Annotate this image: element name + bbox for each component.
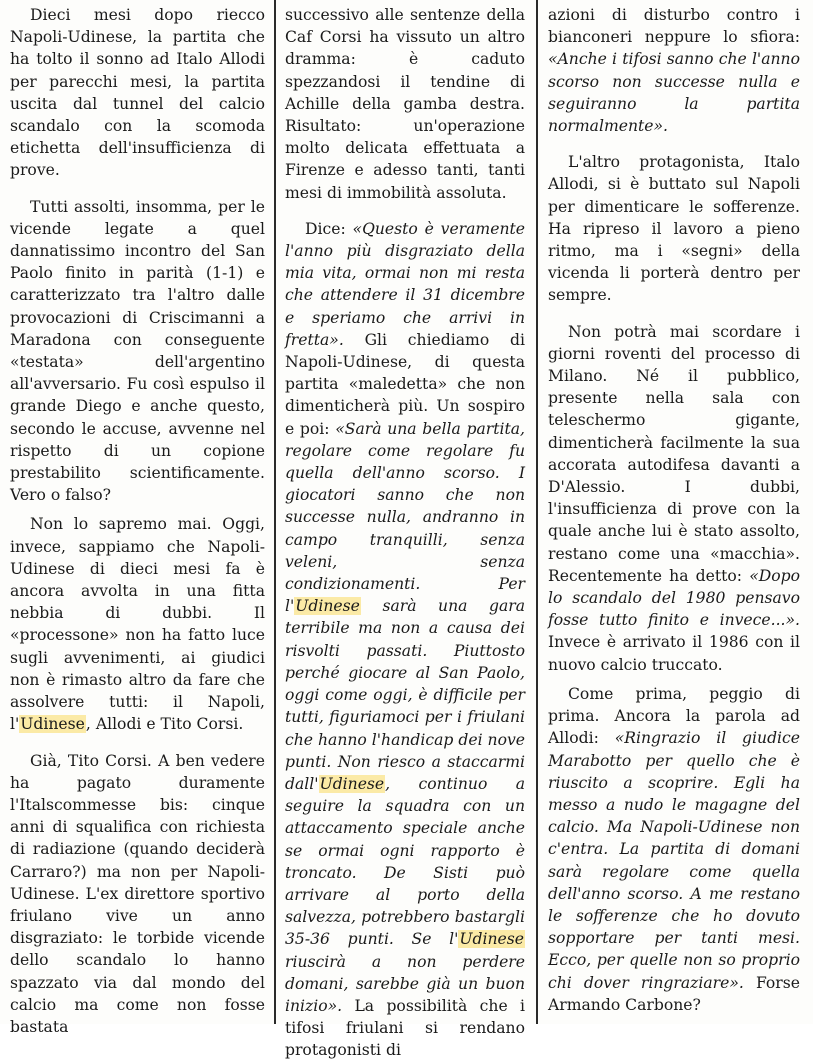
article-column-1 [10, 4, 265, 1036]
highlighted-term [458, 930, 525, 948]
quote-text: «Ringrazio il giudice Marabotto per quello che è riuscito a scoprire. Egli ha messo a nudo le magagne del calcio. Ma Napoli-Udinese non c'entra. La partita di domani sarà regolare come quella dell'anno scorso. A me restano le sofferenze che ho dovuto sopportare per tanti mesi. Ecco, per quelle non so proprio chi dover ringraziare». [548, 729, 800, 992]
italic-text: Udinese [459, 930, 524, 949]
quote-text: «Anche i tifosi sanno che l'anno scorso non successe nulla e seguiranno la partita normalmente». [548, 50, 800, 136]
italic-text: Udinese [319, 774, 385, 793]
highlighted-term [319, 775, 386, 793]
text-segment: Non lo sapremo mai. Oggi, invece, sappiamo che Napoli-Udinese di dieci mesi fa è ancora avvolta in una fitta nebbia di dubbi. Il «processone» non ha fatto luce sugli avvenimenti, ai giudici non è rimasto altro da fare che assolvere tutti: il Napoli, l' [10, 515, 265, 734]
paragraph [10, 4, 265, 182]
text-segment: Invece è arrivato il 1986 con il nuovo calcio truccato. [548, 633, 800, 674]
quote-text: «Questo è veramente l'anno più disgraziato della mia vita, ormai non mi resta che attendere il 31 dicembre e speriamo che arrivi in fretta». [285, 219, 525, 349]
highlighted-term: Udinese [20, 715, 85, 734]
paragraph [10, 750, 265, 1039]
text-segment: Come prima, peggio di prima. Ancora la parola ad Allodi: [548, 684, 800, 748]
quote-text: «Sarà una bella partita, regolare come regolare fu quella dell'anno scorso. I giocatori sanno che non successe nulla, andranno in campo tranquilli, senza veleni, senza condizionamenti. Per l' [285, 419, 525, 616]
article-column-3 [548, 4, 800, 1028]
paragraph [285, 4, 525, 204]
quote-text: , continuo a seguire la squadra con un attaccamento speciale anche se ormai ogni rapporto è troncato. De Sisti può arrivare al porto della salvezza, potrebbero bastargli 35-36 punti. Se l' [285, 774, 525, 949]
text-segment: Non potrà mai scordare i giorni roventi del processo di Milano. Né il pubblico, presente nella sala con teleschermo gigante, dimenticherà facilmente la sua accorata autodifesa davanti a D'Alessio. I dubbi, l'insufficienza di prove con la quale anche lui è stato assolto, restano come una «macchia». Recentemente ha detto: [548, 322, 800, 585]
quote-text: riuscirà a non perdere domani, sarebbe già un buon inizio». [285, 952, 525, 1015]
article-column-2 [285, 4, 525, 1060]
text-segment: azioni di disturbo contro i bianconeri neppure lo sfiora: [548, 6, 800, 47]
paragraph [548, 4, 800, 137]
text-segment: Dice: [305, 219, 353, 238]
text-segment: La possibilità che i tifosi friulani si rendano protagonisti di [285, 996, 525, 1060]
column-rule [536, 0, 538, 1024]
text-segment: Forse Armando Carbone? [548, 973, 800, 1014]
paragraph [10, 513, 265, 735]
paragraph [285, 218, 525, 1062]
text-segment: Dieci mesi dopo riecco Napoli-Udinese, la partita che ha tolto il sonno ad Italo Allodi per parecchi mesi, la partita uscita dal tunnel del calcio scandalo con la scomoda etichetta dell'insufficienza di prove. [10, 6, 265, 180]
quote-text: «Dopo lo scandalo del 1980 pensavo fosse tutto finito e invece...». [548, 566, 800, 630]
text-segment: successivo alle sentenze della Caf Corsi ha vissuto un altro dramma: è caduto spezzandosi il tendine di Achille della gamba destra. Risultato: un'operazione molto delicata effettuata a Firenze e adesso tanti, tanti mesi di immobilità assoluta. [285, 6, 525, 202]
paragraph [10, 196, 265, 507]
paragraph [548, 321, 800, 676]
text-segment: L'altro protagonista, Italo Allodi, si è buttato sul Napoli per dimenticare le sofferenze. Ha ripreso il lavoro a pieno ritmo, ma i «segni» della vicenda li porterà dentro per sempre. [548, 153, 800, 305]
paragraph [548, 151, 800, 306]
text-segment: Tutti assolti, insomma, per le vicende legate a quel dannatissimo incontro del San Paolo finito in parità (1-1) e caratterizzato tra l'altro dalle provocazioni di Criscimanni a Maradona con conseguente «testata» dell'argentino all'avversario. Fu così espulso il grande Diego e anche questo, secondo le accuse, avvenne nel rispetto di un copione prestabilito scientificamente. Vero o falso? [10, 197, 265, 505]
column-rule [274, 0, 276, 1024]
italic-text: Udinese [295, 597, 360, 616]
text-segment: Gli chiediamo di Napoli-Udinese, di questa partita «maledetta» che non dimenticherà più. Un sospiro e poi: [285, 330, 525, 438]
text-segment: Già, Tito Corsi. A ben vedere ha pagato duramente l'Italscommesse bis: cinque anni di squalifica con richiesta di radiazione (quando deciderà Carraro?) ma non per Napoli-Udinese. L'ex direttore sportivo friulano vive un anno disgraziato: le torbide vicende dello scandalo lo hanno spazzato via dal mondo del calcio ma come non fosse bastata [10, 751, 265, 1036]
text-segment: , Allodi e Tito Corsi. [85, 715, 244, 734]
highlighted-term [294, 597, 361, 615]
quote-text: sarà una gara terribile ma non a causa dei risvolti passati. Piuttosto perché giocare al San Paolo, oggi come oggi, è difficile per tutti, figuriamoci per i friulani che hanno l'handicap dei nove punti. Non riesco a staccarmi dall' [285, 597, 525, 793]
paragraph [548, 683, 800, 1016]
